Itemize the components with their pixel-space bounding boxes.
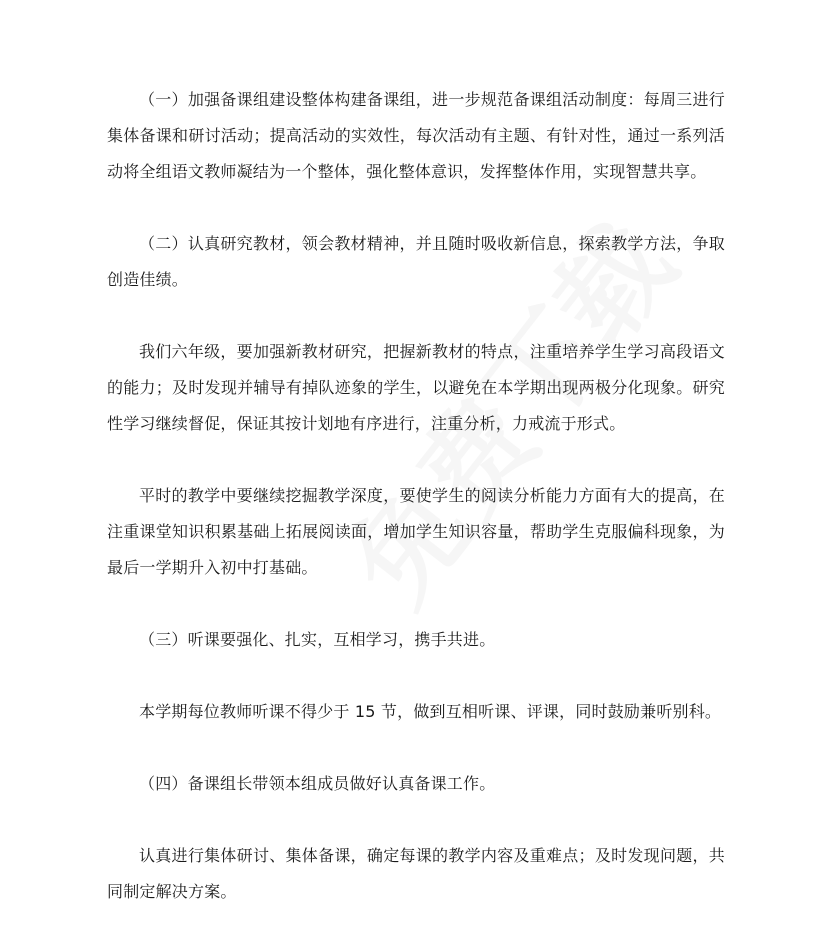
document-body — [107, 82, 725, 910]
paragraph-gap — [107, 658, 725, 694]
paragraph-8: 认真进行集体研讨、集体备课，确定每课的教学内容及重难点；及时发现问题，共同制定解决方案。 — [107, 846, 725, 901]
paragraph-4: 平时的教学中要继续挖掘教学深度，要使学生的阅读分析能力方面有大的提高，在注重课堂知识积累基础上拓展阅读面，增加学生知识容量，帮助学生克服偏科现象，为最后一学期升入初中打基础。 — [107, 486, 725, 577]
paragraph-gap — [107, 190, 725, 226]
paragraph-gap — [107, 298, 725, 334]
paragraph-gap — [107, 442, 725, 478]
paragraph-gap — [107, 730, 725, 766]
paragraph-gap — [107, 586, 725, 622]
paragraph-6: 本学期每位教师听课不得少于 15 节，做到互相听课、评课，同时鼓励兼听别科。 — [139, 702, 722, 721]
paragraph-5: （三）听课要强化、扎实，互相学习，携手共进。 — [139, 630, 496, 649]
paragraph-3: 我们六年级，要加强新教材研究，把握新教材的特点，注重培养学生学习高段语文的能力；及时发现并辅导有掉队迹象的学生，以避免在本学期出现两极分化现象。研究性学习继续督促，保证其按计划地有序进行，注重分析，力戒流于形式。 — [107, 342, 725, 433]
paragraph-gap — [107, 802, 725, 838]
paragraph-2: （二）认真研究教材，领会教材精神，并且随时吸收新信息，探索教学方法，争取创造佳绩。 — [107, 234, 725, 289]
paragraph-1: （一）加强备课组建设整体构建备课组，进一步规范备课组活动制度：每周三进行集体备课和研讨活动；提高活动的实效性，每次活动有主题、有针对性，通过一系列活动将全组语文教师凝结为一个整体，强化整体意识，发挥整体作用，实现智慧共享。 — [107, 90, 725, 181]
paragraph-7: （四）备课组长带领本组成员做好认真备课工作。 — [139, 774, 496, 793]
